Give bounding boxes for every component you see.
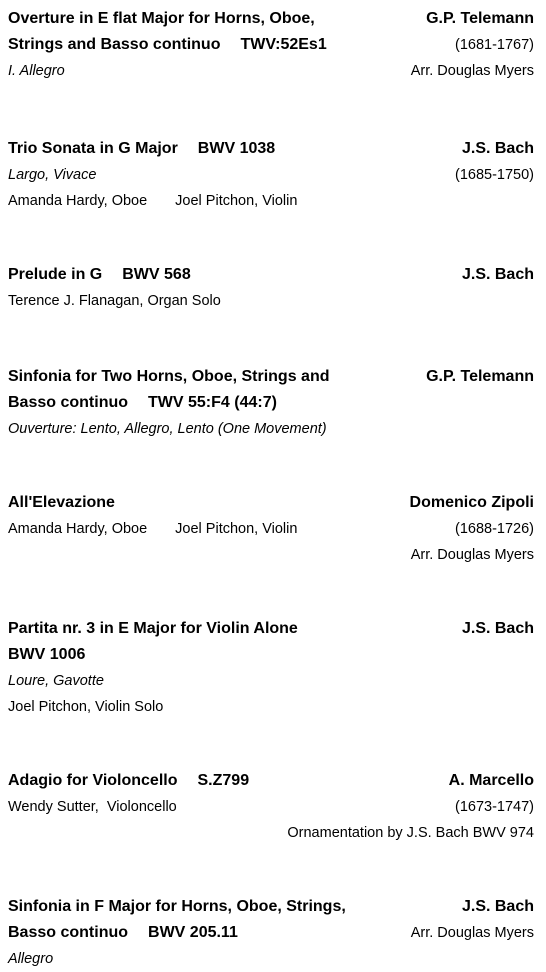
- performer-violin: Joel Pitchon, Violin: [175, 521, 298, 537]
- performer-cello: Wendy Sutter, Violoncello: [8, 799, 177, 815]
- movement-list: Ouverture: Lento, Allegro, Lento (One Movement): [8, 421, 327, 437]
- piece-title-line2: Strings and Basso continuo: [8, 36, 221, 53]
- program-item-zipoli-elevazione: [8, 490, 534, 568]
- composer-dates: (1673-1747): [455, 799, 534, 815]
- composer-name: J.S. Bach: [461, 620, 534, 637]
- movement-list: I. Allegro: [8, 63, 65, 79]
- composer-dates: (1685-1750): [455, 167, 534, 183]
- arranger-credit: Arr. Douglas Myers: [410, 63, 534, 79]
- performer-oboe: Amanda Hardy, Oboe: [8, 521, 148, 537]
- program-item-marcello-adagio: [8, 768, 534, 846]
- catalog-number: S.Z799: [197, 772, 250, 789]
- program-item-bach-partita: [8, 616, 534, 720]
- arranger-credit: Arr. Douglas Myers: [410, 547, 534, 563]
- program-item-bach-trio-sonata: [8, 136, 534, 214]
- movement-list: Largo, Vivace: [8, 167, 97, 183]
- piece-title-text: Trio Sonata in G Major: [8, 140, 178, 157]
- piece-title-text: Prelude in G: [8, 266, 103, 283]
- piece-title-line2: Basso continuo: [8, 394, 129, 411]
- piece-title-text: Adagio for Violoncello: [8, 772, 178, 789]
- catalog-number: BWV 1038: [197, 140, 276, 157]
- piece-title: [8, 136, 275, 162]
- movement-list: Loure, Gavotte: [8, 673, 104, 689]
- composer-dates: (1688-1726): [455, 521, 534, 537]
- composer-name: A. Marcello: [448, 772, 534, 789]
- program-item-telemann-overture: [8, 6, 534, 84]
- piece-title-continued: [8, 390, 277, 416]
- catalog-number: TWV:52Es1: [240, 36, 327, 53]
- piece-title: Partita nr. 3 in E Major for Violin Alone: [8, 620, 298, 637]
- performers: [8, 188, 297, 214]
- piece-title: All'Elevazione: [8, 494, 115, 511]
- composer-name: G.P. Telemann: [426, 368, 534, 385]
- arranger-credit: Arr. Douglas Myers: [410, 925, 534, 941]
- movement-list: Allegro: [8, 951, 54, 967]
- performer-oboe: Amanda Hardy, Oboe: [8, 193, 148, 209]
- ornamentation-credit: Ornamentation by J.S. Bach BWV 974: [287, 825, 534, 841]
- piece-title-line2: Basso continuo: [8, 924, 129, 941]
- composer-name: J.S. Bach: [461, 140, 534, 157]
- catalog-number: BWV 568: [122, 266, 191, 283]
- composer-name: G.P. Telemann: [426, 10, 534, 27]
- composer-name: J.S. Bach: [461, 898, 534, 915]
- performers: [8, 516, 297, 542]
- piece-title: Overture in E flat Major for Horns, Oboe,: [8, 10, 315, 27]
- catalog-number: BWV 205.11: [148, 924, 238, 941]
- performer-violin: Joel Pitchon, Violin Solo: [8, 699, 164, 715]
- piece-title-continued: [8, 920, 238, 946]
- program-item-telemann-sinfonia: [8, 364, 534, 442]
- piece-title: Sinfonia in F Major for Horns, Oboe, Strings,: [8, 898, 346, 915]
- composer-name: Domenico Zipoli: [409, 494, 534, 511]
- piece-title-continued: [8, 32, 327, 58]
- program-item-bach-prelude: [8, 262, 534, 314]
- piece-title: Sinfonia for Two Horns, Oboe, Strings and: [8, 368, 330, 385]
- program-item-bach-sinfonia: [8, 894, 534, 972]
- performer-organ: Terence J. Flanagan, Organ Solo: [8, 293, 221, 309]
- composer-name: J.S. Bach: [461, 266, 534, 283]
- piece-title-line2: BWV 1006: [8, 646, 86, 663]
- piece-title: [8, 262, 191, 288]
- catalog-number: TWV 55:F4 (44:7): [148, 394, 277, 411]
- piece-title: [8, 768, 249, 794]
- performer-violin: Joel Pitchon, Violin: [175, 193, 298, 209]
- composer-dates: (1681-1767): [455, 37, 534, 53]
